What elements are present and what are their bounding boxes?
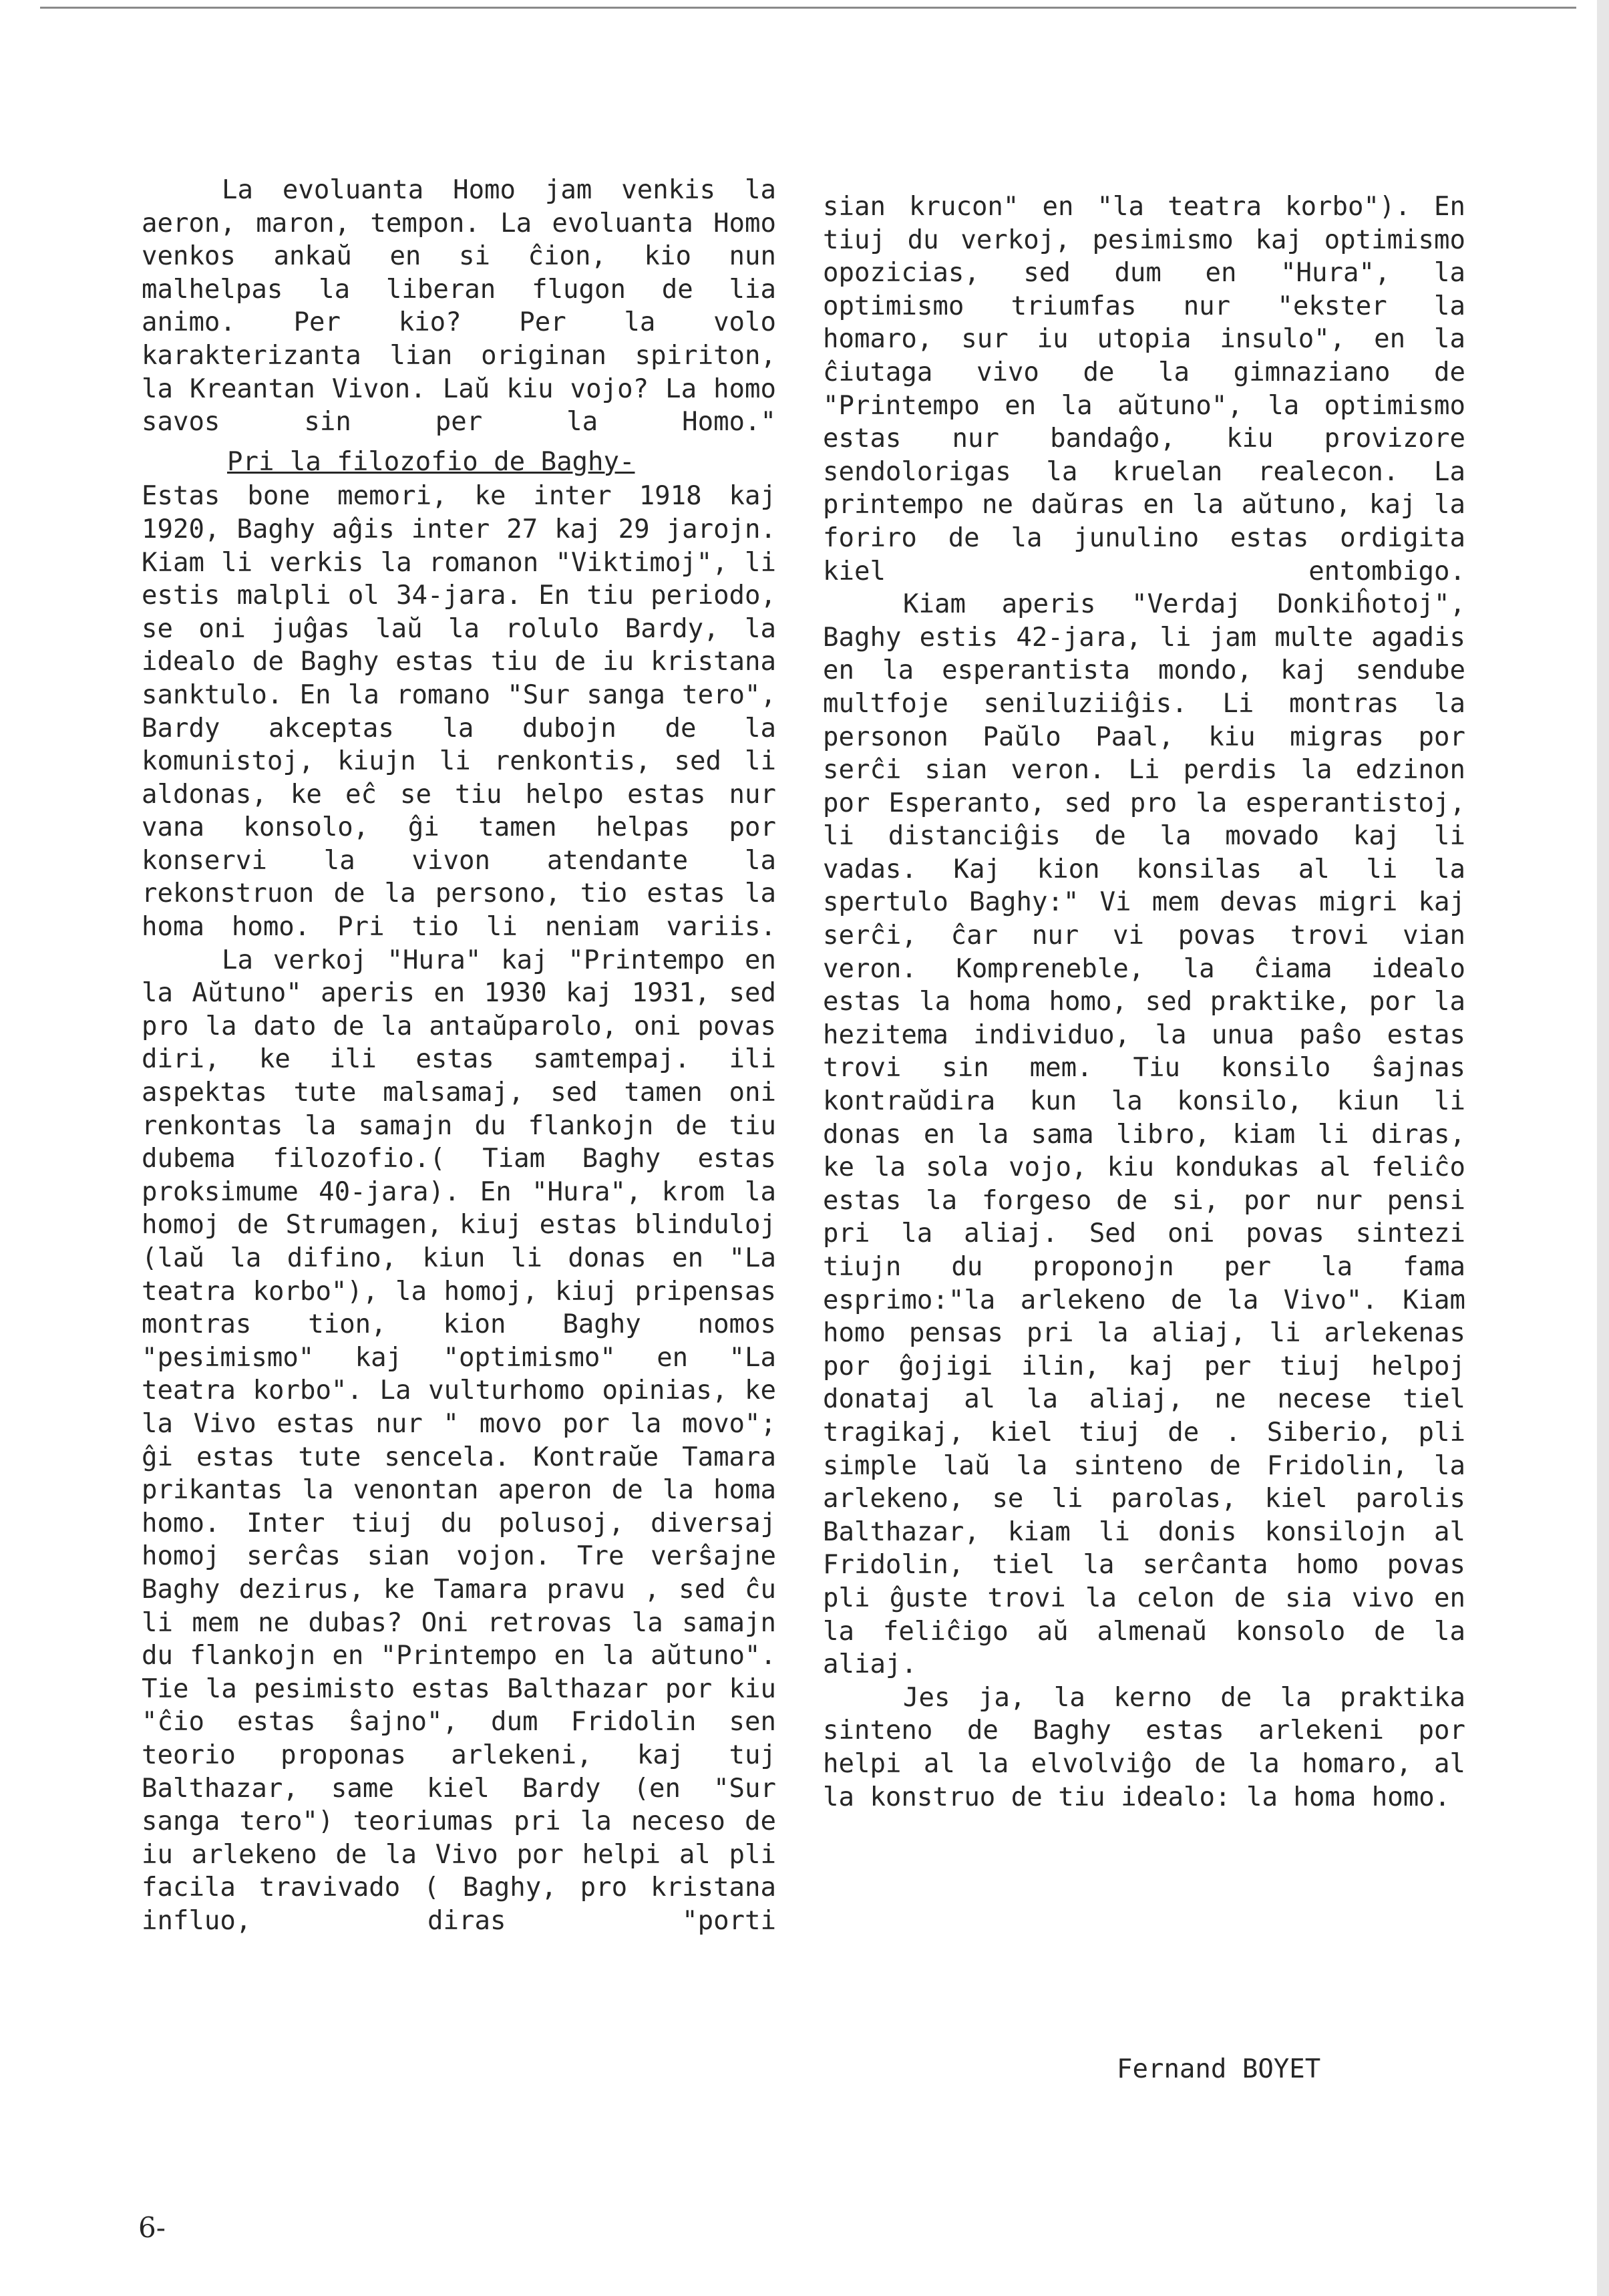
page-number: 6- — [138, 2211, 166, 2244]
paragraph-baghy-early-works: Estas bone memori, ke inter 1918 kaj 1920, Baghy aĝis inter 27 kaj 29 jarojn. Kiam li verkis la romanon "Viktimoj", li estis malpli ol 34-jara. En tiu periodo, se oni juĝas laŭ la rolulo Bardy, la idealo de Baghy estas tiu de iu kristana sanktulo. En la romano "Sur sanga tero", Bardy akceptas la dubojn de la komunistoj, kiujn li renkontis, sed li aldonas, ke eĉ se tiu helpo estas nur vana konsolo, ĝi tamen helpas por konservi la vivon atendante la rekonstruon de la persono, tio estas la homa homo. Pri tio li neniam variis. — [142, 481, 776, 943]
paragraph-verdaj-donkihotoj: Kiam aperis "Verdaj Donkiĥotoj", Baghy estis 42-jara, li jam multe agadis en la esperantista mondo, kaj sendube multfoje seniluziiĝis. Li montras la personon Paŭlo Paal, kiu migras por serĉi sian veron. Li perdis la edzinon por Esperanto, sed pro la esperantistoj, li distanciĝis de la movado kaj li vadas. Kaj kion konsilas al li la spertulo Baghy:" Vi mem devas migri kaj serĉi, ĉar nur vi povas trovi vian veron. Kompreneble, la ĉiama idealo estas la homa homo, sed praktike, por la hezitema individuo, la unua paŝo estas trovi sin mem. Tiu konsilo ŝajnas kontraŭdira kun la konsilo, kiun li donas en la sama libro, kiam li diras, ke la sola vojo, kiu kondukas al feliĉo estas la forgeso de si, por nur pensi pri la aliaj. Sed oni povas sintezi tiujn du proponojn per la fama esprimo:"la arlekeno de la Vivo". Kiam homo pensas pri la aliaj, li arlekenas por ĝojigi ilin, kaj per tiuj helpoj donataj al la aliaj, ne necese tiel tragikaj, kiel tiuj de . Siberio, pli simple laŭ la sinteno de Fridolin, la arlekeno, se li parolas, kiel parolis Balthazar, kiam li donis konsilojn al Fridolin, tiel la serĉanta homo povas pli ĝuste trovi la celon de sia vivo en la feliĉigo aŭ almenaŭ konsolo de la aliaj. — [823, 589, 1465, 1680]
top-border-line — [40, 7, 1576, 9]
page-edge-shadow — [1597, 0, 1609, 2296]
paragraph-conclusion: Jes ja, la kerno de la praktika sinteno de Baghy estas arlekeni por helpi al la elvolviĝo de la homaro, al la konstruo de tiu idealo: la homa homo. — [823, 1682, 1465, 1812]
paragraph-pessimism-optimism: sian krucon" en "la teatra korbo"). En tiuj du verkoj, pesimismo kaj optimismo opozicias, sed dum en "Hura", la optimismo triumfas nur "ekster la homaro, sur iu utopia insulo", en la ĉiutaga vivo de la gimnaziano de "Printempo en la aŭtuno", la optimismo estas nur bandaĝo, kiu provizore sendolorigas la kruelan realecon. La printempo ne daŭras en la aŭtuno, kaj la foriro de la junulino estas ordigita kiel entombigo. — [823, 192, 1465, 587]
author-signature: Fernand BOYET — [1117, 2054, 1321, 2084]
right-column — [823, 190, 1465, 1814]
section-heading: Pri la filozofio de Baghy- — [227, 446, 635, 477]
paragraph-intro-conclusion: La evoluanta Homo jam venkis la aeron, maron, tempon. La evoluanta Homo venkos ankaŭ en si ĉion, kio nun malhelpas la liberan flugon de lia animo. Per kio? Per la volo karakterizanta lian originan spiriton, la Kreantan Vivon. Laŭ kiu vojo? La homo savos sin per la Homo." — [142, 175, 776, 438]
paragraph-hura-printempo: La verkoj "Hura" kaj "Printempo en la Aŭtuno" aperis en 1930 kaj 1931, sed pro la dato de la antaŭparolo, oni povas diri, ke ili estas samtempaj. ili aspektas tute malsamaj, sed tamen oni renkontas la samajn du flankojn de tiu dubema filozofio.( Tiam Baghy estas proksimume 40-jara). En "Hura", krom la homoj de Strumagen, kiuj estas blinduloj (laŭ la difino, kiun li donas en "La teatra korbo"), la homoj, kiuj pripensas montras tion, kion Baghy nomos "pesimismo" kaj "optimismo" en "La teatra korbo". La vulturhomo opinias, ke la Vivo estas nur " movo por la movo"; ĝi estas tute sencela. Kontraŭe Tamara prikantas la venontan aperon de la homa homo. Inter tiuj du polusoj, diversaj homoj serĉas sian vojon. Tre verŝajne Baghy dezirus, ke Tamara pravu , sed ĉu li mem ne dubas? Oni retrovas la samajn du flankojn en "Printempo en la aŭtuno". Tie la pesimisto estas Balthazar por kiu "ĉio estas ŝajno", dum Fridolin sen teorio proponas arlekeni, kaj tuj Balthazar, same kiel Bardy (en "Sur sanga tero") teoriumas pri la neceso de iu arlekeno de la Vivo por helpi al pli facila travivado ( Baghy, pro kristana influo, diras "porti — [142, 945, 776, 1936]
left-column — [142, 174, 776, 1937]
